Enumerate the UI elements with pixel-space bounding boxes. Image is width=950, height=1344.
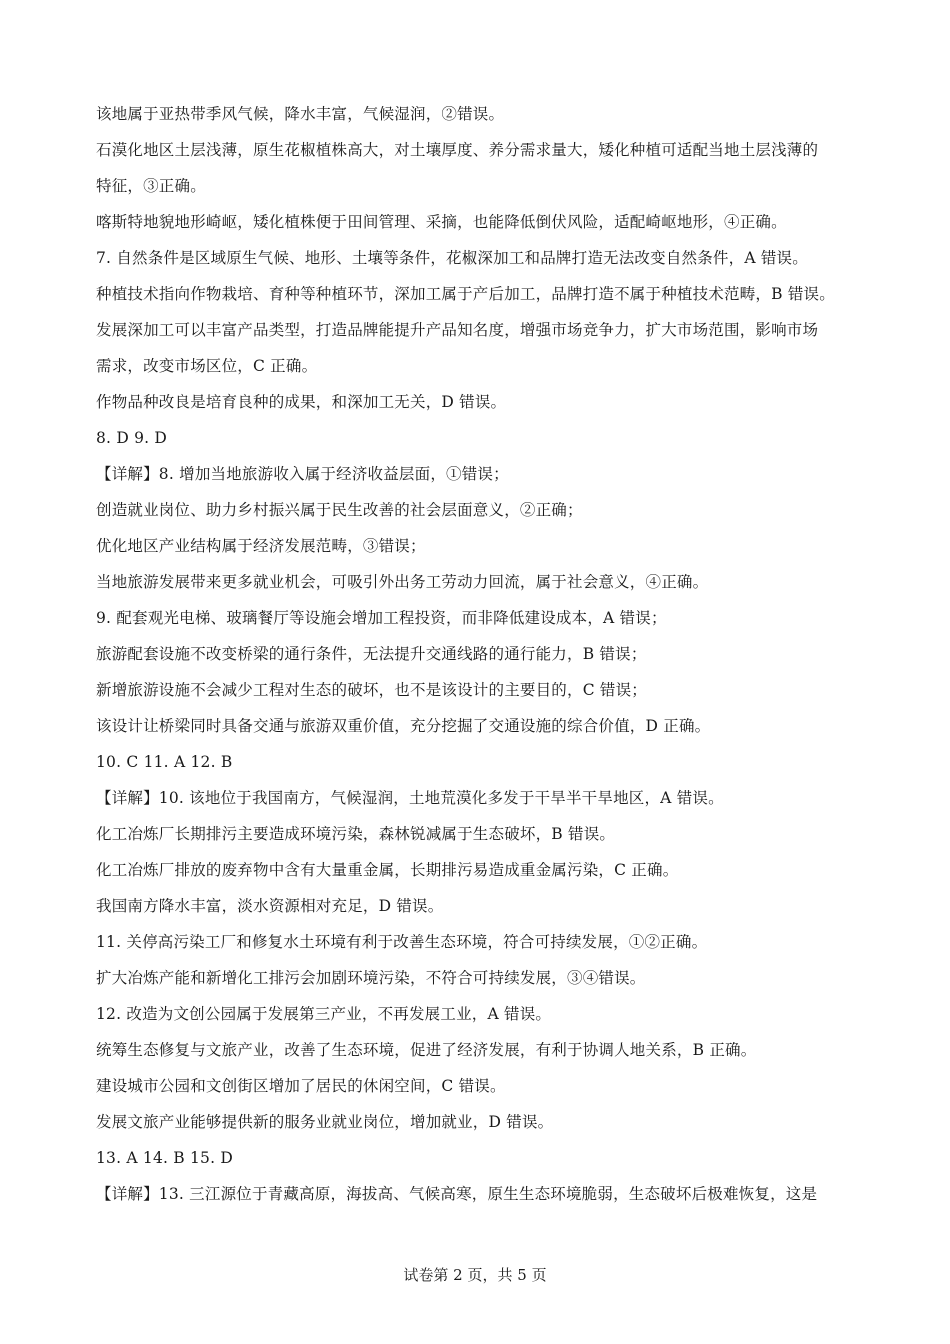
text-line: 统筹生态修复与文旅产业，改善了生态环境，促进了经济发展，有利于协调人地关系，B 正确。 xyxy=(96,1041,757,1059)
text-line: 喀斯特地貌地形崎岖，矮化植株便于田间管理、采摘，也能降低倒伏风险，适配崎岖地形，④正确。 xyxy=(96,213,787,231)
text-line: 当地旅游发展带来更多就业机会，可吸引外出务工劳动力回流，属于社会意义，④正确。 xyxy=(96,573,709,591)
text-line: 7. 自然条件是区域原生气候、地形、土壤等条件，花椒深加工和品牌打造无法改变自然条件，A 错误。 xyxy=(96,249,808,267)
answer-text-block xyxy=(96,96,866,1212)
text-line: 9. 配套观光电梯、玻璃餐厅等设施会增加工程投资，而非降低建设成本，A 错误； xyxy=(96,609,667,627)
text-line: 化工冶炼厂排放的废弃物中含有大量重金属，长期排污易造成重金属污染，C 正确。 xyxy=(96,861,679,879)
text-line: 我国南方降水丰富，淡水资源相对充足，D 错误。 xyxy=(96,897,444,915)
text-line: 8. D 9. D xyxy=(96,429,168,447)
text-line: 12. 改造为文创公园属于发展第三产业，不再发展工业，A 错误。 xyxy=(96,1005,552,1023)
text-line: 建设城市公园和文创街区增加了居民的休闲空间，C 错误。 xyxy=(96,1077,506,1095)
text-line: 11. 关停高污染工厂和修复水土环境有利于改善生态环境，符合可持续发展，①②正确。 xyxy=(96,933,708,951)
text-line: 该地属于亚热带季风气候，降水丰富，气候湿润，②错误。 xyxy=(96,105,505,123)
text-line: 优化地区产业结构属于经济发展范畴，③错误； xyxy=(96,537,426,555)
page-footer: 试卷第 2 页，共 5 页 xyxy=(403,1266,547,1284)
text-line: 作物品种改良是培育良种的成果，和深加工无关，D 错误。 xyxy=(96,393,507,411)
text-line: 化工冶炼厂长期排污主要造成环境污染，森林锐减属于生态破坏，B 错误。 xyxy=(96,825,616,843)
text-line: 13. A 14. B 15. D xyxy=(96,1149,233,1167)
text-line: 【详解】10. 该地位于我国南方，气候湿润，土地荒漠化多发于干旱半干旱地区，A 错误。 xyxy=(96,789,724,807)
text-line: 【详解】8. 增加当地旅游收入属于经济收益层面，①错误； xyxy=(96,465,509,483)
text-line: 旅游配套设施不改变桥梁的通行条件，无法提升交通线路的通行能力，B 错误； xyxy=(96,645,647,663)
text-line: 需求，改变市场区位，C 正确。 xyxy=(96,357,318,375)
text-line: 扩大冶炼产能和新增化工排污会加剧环境污染，不符合可持续发展，③④错误。 xyxy=(96,969,646,987)
text-line: 发展深加工可以丰富产品类型，打造品牌能提升产品知名度，增强市场竞争力，扩大市场范围，影响市场 xyxy=(96,321,819,339)
text-line: 新增旅游设施不会减少工程对生态的破坏，也不是该设计的主要目的，C 错误； xyxy=(96,681,647,699)
text-line: 种植技术指向作物栽培、育种等种植环节，深加工属于产后加工，品牌打造不属于种植技术范畴，B 错误。 xyxy=(96,285,835,303)
text-line: 【详解】13. 三江源位于青藏高原，海拔高、气候高寒，原生生态环境脆弱，生态破坏后极难恢复，这是 xyxy=(96,1185,818,1203)
text-line: 特征，③正确。 xyxy=(96,177,206,195)
text-line: 发展文旅产业能够提供新的服务业就业岗位，增加就业，D 错误。 xyxy=(96,1113,554,1131)
text-line: 该设计让桥梁同时具备交通与旅游双重价值，充分挖掘了交通设施的综合价值，D 正确。 xyxy=(96,717,711,735)
text-line: 10. C 11. A 12. B xyxy=(96,753,233,771)
text-line: 创造就业岗位、助力乡村振兴属于民生改善的社会层面意义，②正确； xyxy=(96,501,583,519)
text-line: 石漠化地区土层浅薄，原生花椒植株高大，对土壤厚度、养分需求量大，矮化种植可适配当地土层浅薄的 xyxy=(96,141,819,159)
